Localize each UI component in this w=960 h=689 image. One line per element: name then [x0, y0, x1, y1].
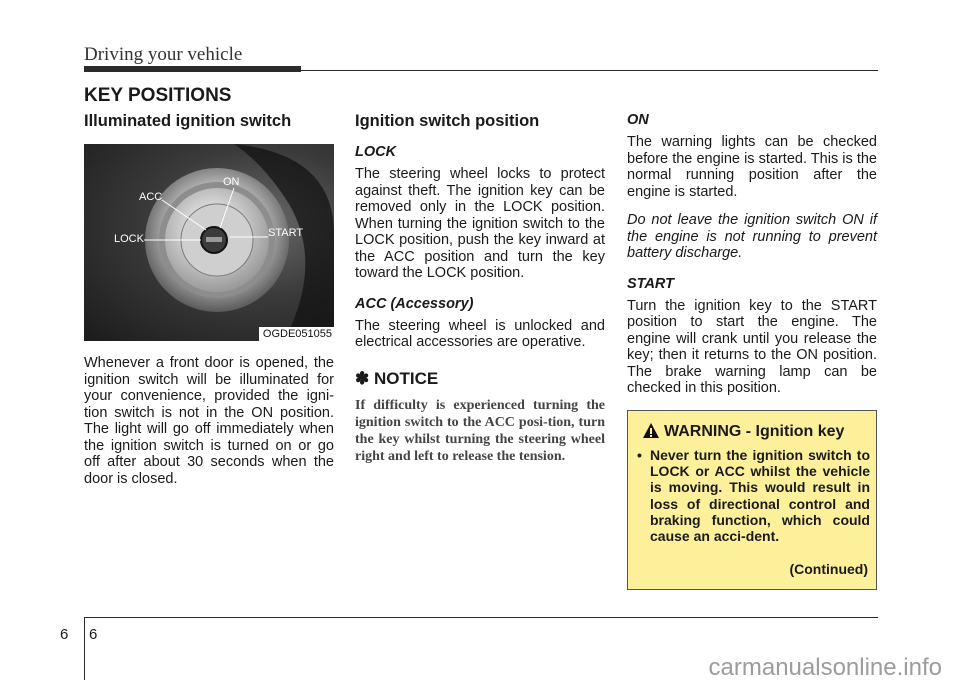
warning-title: WARNING - Ignition key [664, 423, 845, 440]
lock-paragraph: The steering wheel locks to protect against theft. The ignition key can be removed only in the LOCK position. When turning the ignition switch to the LOCK position, push the key inward at the ACC position and turn the key toward the LOCK position. [355, 166, 605, 281]
figure-caption: OGDE051055 [259, 327, 334, 341]
heading-switch-position: Ignition switch position [355, 112, 540, 130]
page-header-title: Driving your vehicle [84, 44, 243, 65]
label-lock-position: LOCK [355, 144, 397, 160]
warning-list [636, 447, 870, 544]
label-acc-position: ACC (Accessory) [355, 295, 474, 312]
label-start-position: START [627, 275, 674, 292]
ignition-switch-illustration [84, 144, 334, 341]
on-paragraph: The warning lights can be checked before the engine is started. This is the normal running position after the engine is started. [627, 134, 877, 200]
label-on-position: ON [627, 112, 649, 128]
warning-heading [642, 422, 844, 441]
column-switch-position [355, 112, 605, 465]
warning-triangle-icon [642, 422, 660, 439]
header-bar [84, 66, 301, 72]
start-paragraph: Turn the ignition key to the START position to start the engine. The engine will crank until you release the key; then it returns to the ON position. The brake warning lamp can be checked in this position. [627, 297, 877, 396]
page-number: 6 [89, 626, 98, 643]
label-start: START [268, 227, 304, 239]
label-acc: ACC [139, 191, 163, 203]
warning-item: • Never turn the ignition switch to LOCK or ACC whilst the vehicle is moving. This would result in loss of directional control and braking function, which could cause an acci-dent. [636, 447, 870, 544]
notice-text: If difficulty is experienced turning the ignition switch to the ACC posi-tion, turn the key whilst turning the steering wheel right and left to release the tension. [355, 397, 605, 464]
label-lock: LOCK [114, 233, 144, 245]
heading-illuminated-switch: Illuminated ignition switch [84, 112, 292, 130]
footer-rule [84, 617, 878, 618]
warning-continued: (Continued) [789, 561, 868, 577]
column-on-start [627, 112, 877, 409]
footer-divider [84, 618, 85, 680]
watermark: carmanualsonline.info [708, 654, 942, 681]
ignition-switch-photo [84, 144, 334, 341]
label-on: ON [223, 176, 240, 188]
on-caution: Do not leave the ignition switch ON if the engine is not running to prevent battery discharge. [627, 212, 877, 261]
page-number-chapter: 6 [60, 626, 69, 643]
column-illuminated-switch [84, 112, 334, 499]
acc-paragraph: The steering wheel is unlocked and electrical accessories are operative. [355, 317, 605, 350]
section-title: KEY POSITIONS [84, 85, 232, 106]
notice-title: ✽ NOTICE [355, 368, 439, 388]
illumination-paragraph: Whenever a front door is opened, the ignition switch will be illuminated for your convenience, provided the igni-tion switch is not in the ON position. The light will go off immediately when the ignition switch is turned on or go off after about 30 seconds when the door is closed. [84, 355, 334, 487]
header-rule [301, 70, 878, 71]
warning-box [627, 410, 877, 590]
